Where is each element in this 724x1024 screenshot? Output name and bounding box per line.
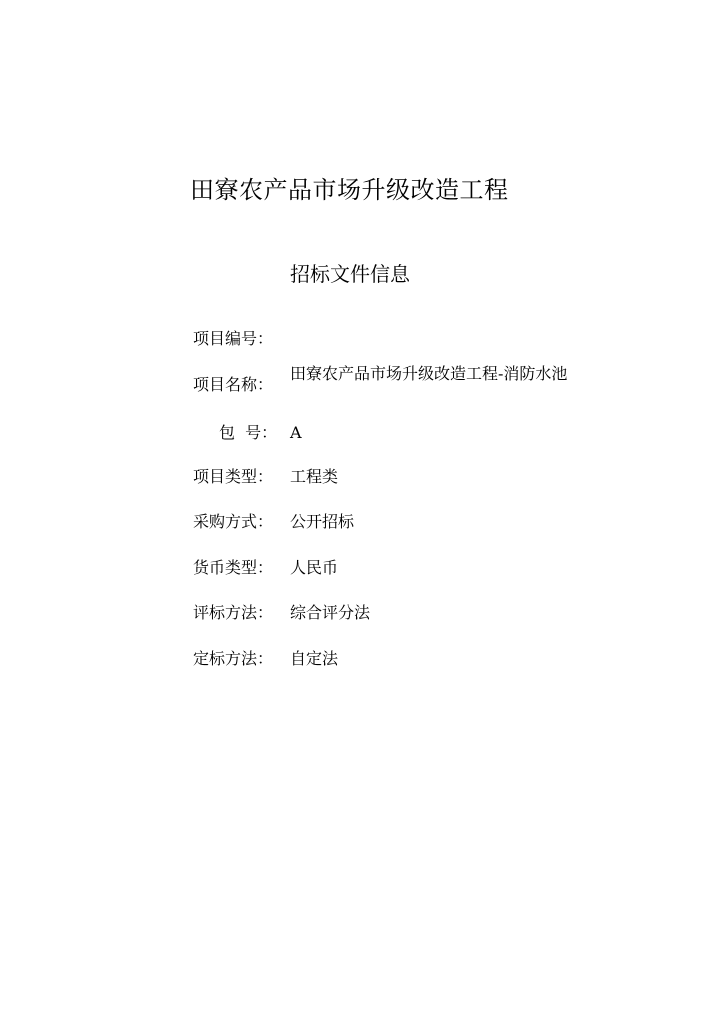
project-title: 田寮农产品市场升级改造工程	[190, 176, 509, 204]
procurement-method-value: 公开招标	[290, 512, 355, 531]
package-no-value: A	[290, 423, 302, 442]
project-name-label: 项目名称：	[193, 375, 274, 394]
evaluation-method-label: 评标方法：	[193, 603, 274, 622]
currency-type-label: 货币类型：	[193, 558, 274, 577]
award-method-label: 定标方法：	[193, 649, 274, 668]
project-name-value: 田寮农产品市场升级改造工程-消防水池	[290, 364, 568, 383]
project-type-label: 项目类型：	[193, 467, 274, 486]
currency-type-value: 人民币	[290, 558, 339, 577]
package-no-label: 包 号：	[219, 423, 278, 442]
project-code-label: 项目编号：	[193, 329, 274, 348]
document-subtitle: 招标文件信息	[290, 262, 410, 286]
project-type-value: 工程类	[290, 467, 339, 486]
award-method-value: 自定法	[290, 649, 339, 668]
evaluation-method-value: 综合评分法	[290, 603, 371, 622]
procurement-method-label: 采购方式：	[193, 512, 274, 531]
